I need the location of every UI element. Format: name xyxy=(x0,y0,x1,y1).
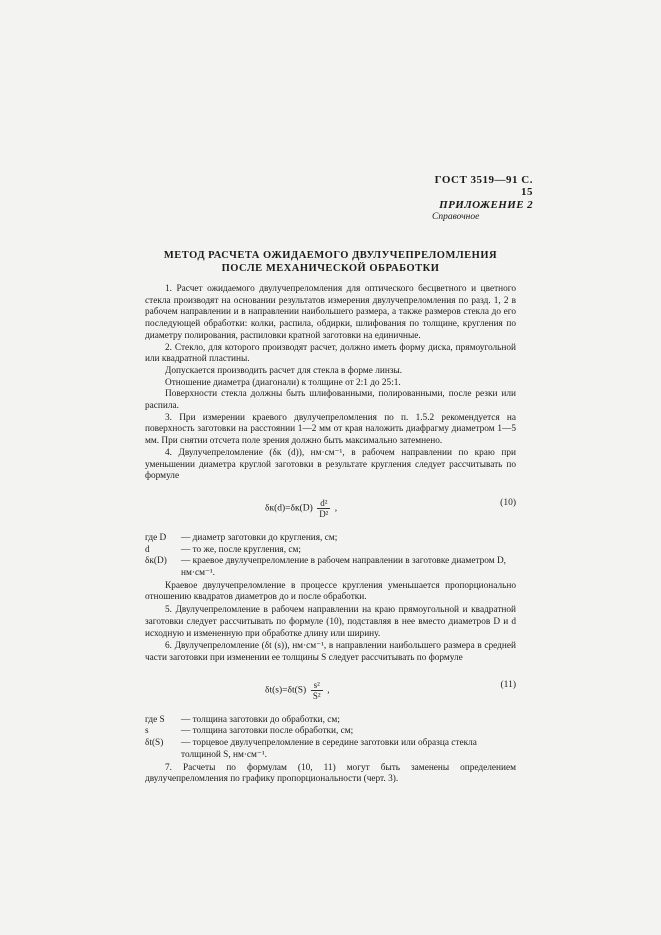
heading-line-1: МЕТОД РАСЧЕТА ОЖИДАЕМОГО ДВУЛУЧЕПРЕЛОМЛЕНИЯ xyxy=(163,250,498,261)
standard-code: ГОСТ 3519—91 С. 15 xyxy=(434,174,533,198)
appendix-subtitle: Справочное xyxy=(432,212,480,222)
definition-row xyxy=(145,545,516,557)
definition-text: — то же, после кругления, см; xyxy=(181,544,301,555)
paragraph-7: 4. Двулучепреломление (δк (d)), нм·см⁻¹, в рабочем направлении по краю при уменьшении диаметра круглой заготовки в результате кругления следует рассчитывать по формуле xyxy=(145,447,516,482)
paragraph-6: 3. При измерении краевого двулучепреломления по п. 1.5.2 рекомендуется на поверхность заготовки на расстоянии 1—2 мм от края наложить диафрагму диаметром 1—5 мм. При снятии отсчета поле зрения должно быть максимально затемнено. xyxy=(145,412,516,447)
formula-10-definitions xyxy=(145,533,516,580)
heading-line-2: ПОСЛЕ МЕХАНИЧЕСКОЙ ОБРАБОТКИ xyxy=(221,263,440,274)
definition-text: — толщина заготовки до обработки, см; xyxy=(181,714,340,725)
formula-11-fraction xyxy=(311,680,323,701)
definition-row xyxy=(145,738,516,761)
definition-symbol: где D xyxy=(145,532,167,543)
definition-symbol: где S xyxy=(145,714,165,725)
definition-symbol: δt(S) xyxy=(145,738,164,749)
definition-text: — толщина заготовки после обработки, см; xyxy=(181,726,354,737)
formula-11 xyxy=(145,671,516,711)
formula-11-numerator: s² xyxy=(311,680,323,691)
formula-11-definitions xyxy=(145,715,516,762)
paragraph-1: 1. Расчет ожидаемого двулучепреломления для оптического бесцветного и цветного стекла производят на основании результатов измерения двулучепреломления по разд. 1, 2 в рабочем направлении и в направлении наибольшего размера, а также размеров стекла до его последующей обработки: колки, распила, обдирки, шлифования по толщине, кругления по диаметру полирования, распиловки кратной заготовки на единичные. xyxy=(145,284,516,341)
formula-10-lhs: δк(d)=δк(D) xyxy=(265,503,313,514)
definition-row xyxy=(145,715,516,727)
definition-symbol: d xyxy=(145,544,150,555)
paragraph-11: 7. Расчеты по формулам (10, 11) могут быть заменены определением двулучепреломления по графику пропорциональности (черт. 3). xyxy=(145,762,516,785)
formula-10-tail: , xyxy=(334,503,338,514)
formula-11-number: (11) xyxy=(500,679,516,690)
formula-11-expression xyxy=(265,680,330,701)
formula-11-denominator: S² xyxy=(312,690,321,701)
paragraph-9: 5. Двулучепреломление в рабочем направлении на краю прямоугольной и квадратной заготовки следует рассчитывать по формуле (10), подставляя в нее вместо диаметров D и d исходную и измененную при обработке длину или ширину. xyxy=(145,605,516,639)
formula-10-numerator: d² xyxy=(317,498,330,509)
appendix-title: ПРИЛОЖЕНИЕ 2 xyxy=(439,199,533,211)
definition-text: — диаметр заготовки до кругления, см; xyxy=(181,532,338,543)
formula-10 xyxy=(145,489,516,529)
definition-symbol: δк(D) xyxy=(145,556,167,567)
definition-text: — краевое двулучепреломление в рабочем направлении в заготовке диаметром D, нм·см⁻¹. xyxy=(181,556,506,579)
definition-row xyxy=(145,533,516,545)
definition-text: — торцевое двулучепреломление в середине заготовки или образца стекла толщиной S, нм·см⁻¹. xyxy=(181,738,477,760)
paragraph-8: Краевое двулучепреломление в процессе кругления уменьшается пропорционально отношению квадратов диаметров до и после обработки. xyxy=(145,580,516,603)
definition-row xyxy=(145,556,516,579)
formula-10-number: (10) xyxy=(500,497,516,508)
paragraph-5: Поверхности стекла должны быть шлифованными, полированными, после резки или распила. xyxy=(145,389,516,412)
formula-11-lhs: δt(s)=δt(S) xyxy=(265,685,307,696)
document-body xyxy=(145,284,516,786)
formula-11-tail: , xyxy=(327,685,330,696)
paragraph-2: 2. Стекло, для которого производят расчет, должно иметь форму диска, прямоугольной или квадратной пластины. xyxy=(145,342,516,365)
definition-row xyxy=(145,726,516,738)
paragraph-10: 6. Двулучепреломление (δt (s)), нм·см⁻¹, в направлении наибольшего размера в средней части заготовки при изменении ее толщины S следует рассчитывать по формуле xyxy=(145,641,516,663)
section-heading xyxy=(145,249,516,275)
formula-10-expression xyxy=(265,498,337,519)
formula-10-fraction xyxy=(317,498,330,519)
formula-10-denominator: D² xyxy=(319,508,329,519)
paragraph-4: Отношение диаметра (диагонали) к толщине от 2:1 до 25:1. xyxy=(165,377,401,388)
paragraph-3: Допускается производить расчет для стекла в форме линзы. xyxy=(165,365,403,376)
definition-symbol: s xyxy=(145,726,149,737)
